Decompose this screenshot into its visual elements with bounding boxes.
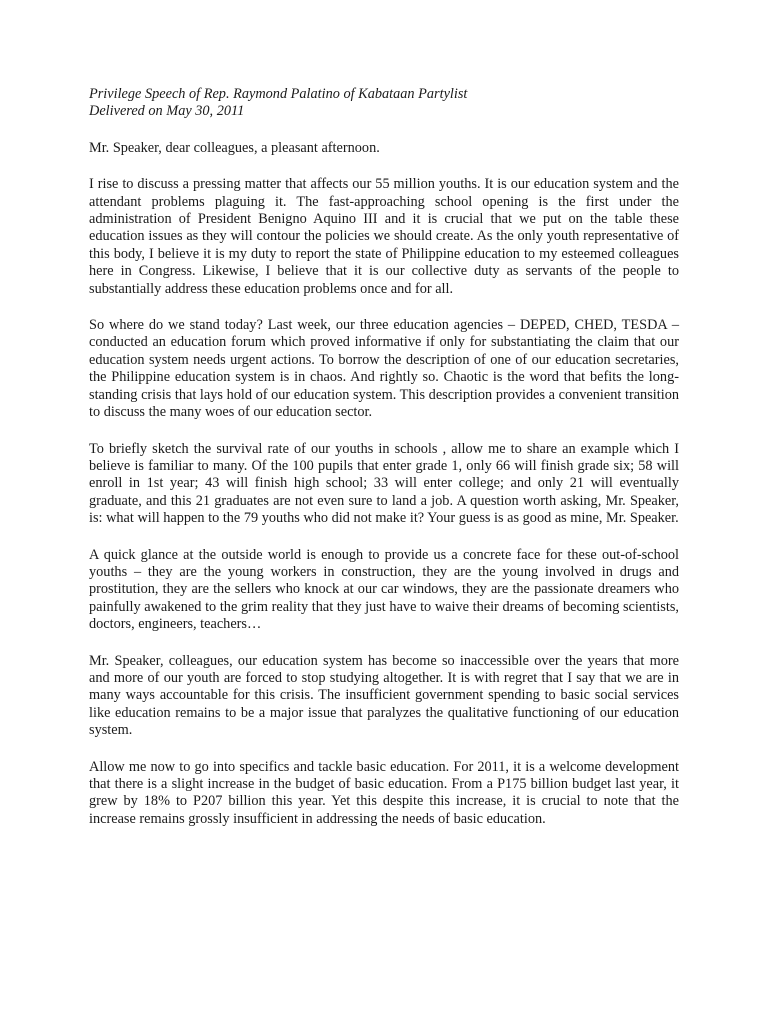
paragraph-education-crisis: I rise to discuss a pressing matter that affects our 55 million youths. It is our education system and the attendant problems plaguing it. The fast-approaching school opening is the first under the administration of President Benigno Aquino III and it is crucial that we put on the table these education issues as they will contour the policies we should create. As the only youth representative of this body, I believe it is my duty to report the state of Philippine education to my esteemed colleagues here in Congress. Likewise, I believe that it is our collective duty as servants of the people to substantially address these education problems once and for all.: [89, 176, 679, 297]
speech-title: Privilege Speech of Rep. Raymond Palatino of Kabataan Partylist: [89, 86, 468, 102]
delivery-date: Delivered on May 30, 2011: [89, 103, 245, 120]
paragraph-basic-education-budget: Allow me now to go into specifics and tackle basic education. For 2011, it is a welcome development that there is a slight increase in the budget of basic education. From a P175 billion budget last year, it grew by 18% to P207 billion this year. Yet this despite this increase, it is crucial to note that the increase remains grossly insufficient in addressing the needs of basic education.: [89, 758, 679, 827]
speech-body: [89, 86, 679, 828]
greeting: Mr. Speaker, dear colleagues, a pleasant afternoon.: [89, 139, 380, 156]
paragraph-inaccessible-system: Mr. Speaker, colleagues, our education system has become so inaccessible over the years that more and more of our youth are forced to stop studying altogether. It is with regret that I say that we are in many ways accountable for this crisis. The insufficient government spending to basic social services like education remains to be a major issue that paralyzes the qualitative functioning of our education system.: [89, 652, 679, 739]
paragraph-out-of-school-youths: A quick glance at the outside world is enough to provide us a concrete face for these out-of-school youths – they are the young workers in construction, they are the young involved in drugs and prostitution, they are the sellers who knock at our car windows, they are the passionate dreamers who painfully awakened to the grim reality that they just have to waive their dreams of becoming scientists, doctors, engineers, teachers…: [89, 546, 679, 633]
paragraph-where-we-stand: So where do we stand today? Last week, our three education agencies – DEPED, CHED, TESDA – conducted an education forum which proved informative if only for substantiating the claim that our education system needs urgent actions. To borrow the description of one of our education secretaries, the Philippine education system is in chaos. And rightly so. Chaotic is the word that befits the long-standing crisis that lays hold of our education system. This description provides a convenient transition to discuss the many woes of our education sector.: [89, 317, 679, 421]
speech-heading: [89, 86, 679, 121]
paragraph-survival-rate: To briefly sketch the survival rate of our youths in schools , allow me to share an example which I believe is familiar to many. Of the 100 pupils that enter grade 1, only 66 will finish grade six; 58 will enroll in 1st year; 43 will finish high school; 33 will enter college; and only 21 will eventually graduate, and this 21 graduates are not even sure to land a job. A question worth asking, Mr. Speaker, is: what will happen to the 79 youths who did not make it? Your guess is as good as mine, Mr. Speaker.: [89, 440, 679, 527]
